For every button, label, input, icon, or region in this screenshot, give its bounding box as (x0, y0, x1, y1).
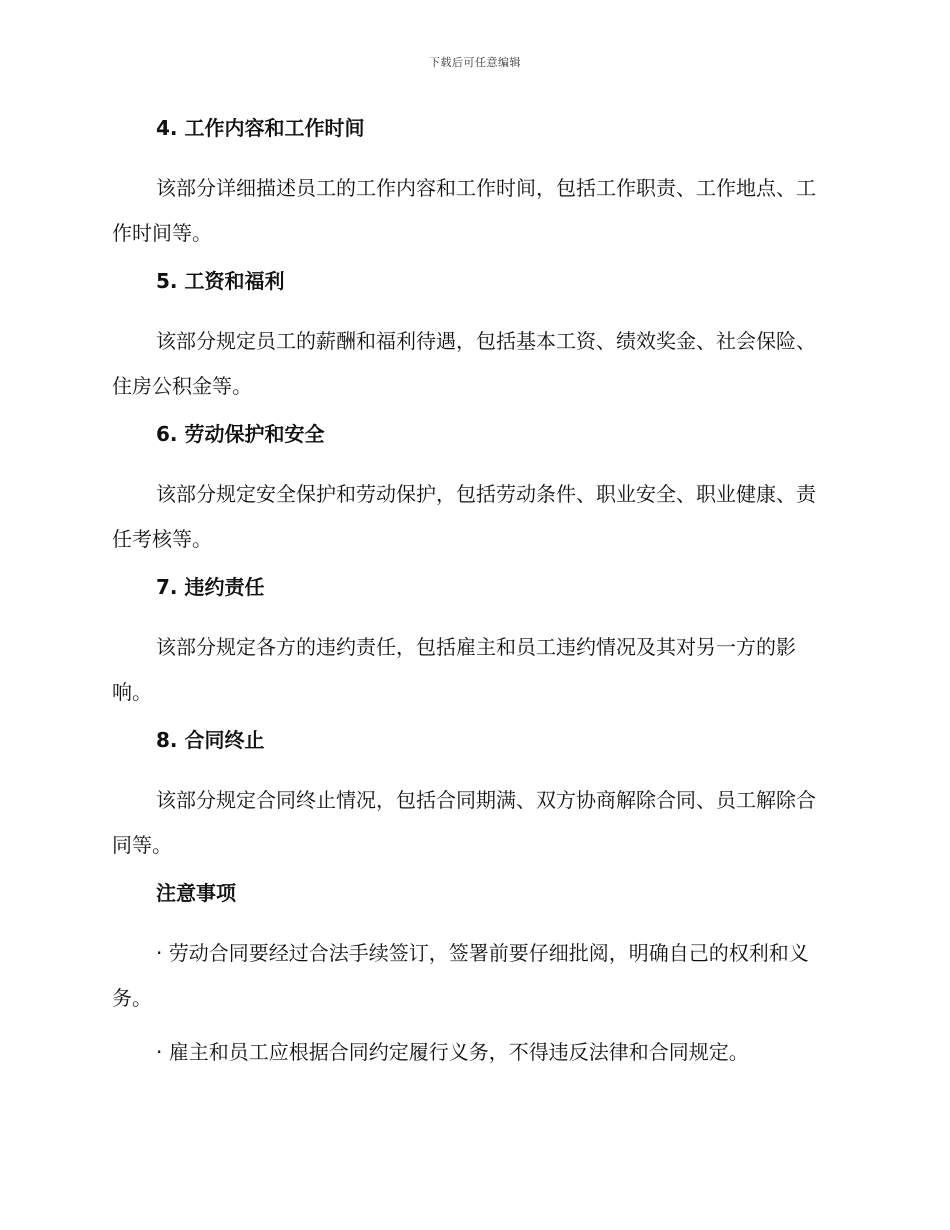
section-paragraph: 该部分规定安全保护和劳动保护，包括劳动条件、职业安全、职业健康、责任考核等。 (112, 482, 816, 551)
section-heading: 6. 劳动保护和安全 (156, 422, 325, 446)
section-7 (112, 571, 832, 715)
section-paragraph: 该部分规定员工的薪酬和福利待遇，包括基本工资、绩效奖金、社会保险、住房公积金等。 (112, 329, 816, 398)
notes-item: · 雇主和员工应根据合同约定履行义务，不得违反法律和合同规定。 (156, 1040, 749, 1064)
page-header-note: 下载后可任意编辑 (429, 56, 521, 69)
notes-heading: 注意事项 (156, 881, 236, 905)
section-paragraph: 该部分规定各方的违约责任，包括雇主和员工违约情况及其对另一方的影响。 (112, 635, 796, 704)
section-5 (112, 265, 832, 409)
section-6 (112, 418, 832, 562)
section-heading: 5. 工资和福利 (156, 269, 285, 293)
notes-section (112, 877, 832, 1075)
section-heading: 7. 违约责任 (156, 575, 265, 599)
section-heading: 4. 工作内容和工作时间 (156, 116, 365, 140)
section-paragraph: 该部分详细描述员工的工作内容和工作时间，包括工作职责、工作地点、工作时间等。 (112, 176, 816, 245)
section-paragraph: 该部分规定合同终止情况，包括合同期满、双方协商解除合同、员工解除合同等。 (112, 788, 816, 857)
section-heading: 8. 合同终止 (156, 728, 265, 752)
document-body (112, 112, 832, 1084)
section-8 (112, 724, 832, 868)
notes-item: · 劳动合同要经过合法手续签订，签署前要仔细批阅，明确自己的权利和义务。 (112, 941, 809, 1010)
section-4 (112, 112, 832, 256)
